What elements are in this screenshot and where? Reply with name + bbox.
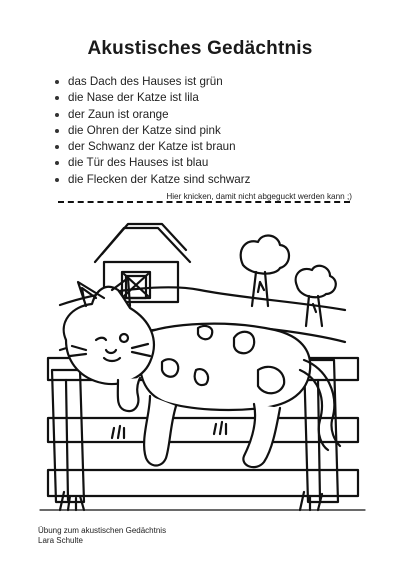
fold-line <box>58 201 350 203</box>
list-item-text: die Ohren der Katze sind pink <box>68 123 221 137</box>
tree-icon <box>241 236 336 326</box>
bullet-icon <box>55 96 59 100</box>
list-item-text: der Zaun ist orange <box>68 107 169 121</box>
list-item <box>54 123 250 139</box>
cat-icon <box>64 278 340 467</box>
bullet-icon <box>55 161 59 165</box>
fold-instruction: Hier knicken, damit nicht abgeguckt werden kann ;) <box>166 192 352 201</box>
list-item <box>54 74 250 90</box>
author-name: Lara Schulte <box>38 536 83 545</box>
bullet-icon <box>55 129 59 133</box>
list-item-text: das Dach des Hauses ist grün <box>68 75 223 88</box>
footer-line: Übung zum akustischen Gedächtnis <box>38 526 167 535</box>
list-item <box>54 139 250 155</box>
bullet-icon <box>55 80 59 84</box>
list-item-text: der Schwanz der Katze ist braun <box>68 140 236 154</box>
list-item-text: die Tür des Hauses ist blau <box>68 156 209 170</box>
list-item <box>54 155 250 171</box>
coloring-illustration <box>0 210 400 530</box>
list-item <box>54 107 250 123</box>
bullet-icon <box>55 178 59 182</box>
bullet-icon <box>55 145 59 149</box>
instruction-list <box>54 74 250 188</box>
list-item <box>54 172 250 188</box>
list-item <box>54 90 250 106</box>
bullet-icon <box>55 113 59 117</box>
list-item-text: die Nase der Katze ist lila <box>68 91 199 105</box>
footer-credit <box>38 526 166 546</box>
page-title: Akustisches Gedächtnis <box>87 38 313 59</box>
list-item-text: die Flecken der Katze sind schwarz <box>68 172 251 186</box>
